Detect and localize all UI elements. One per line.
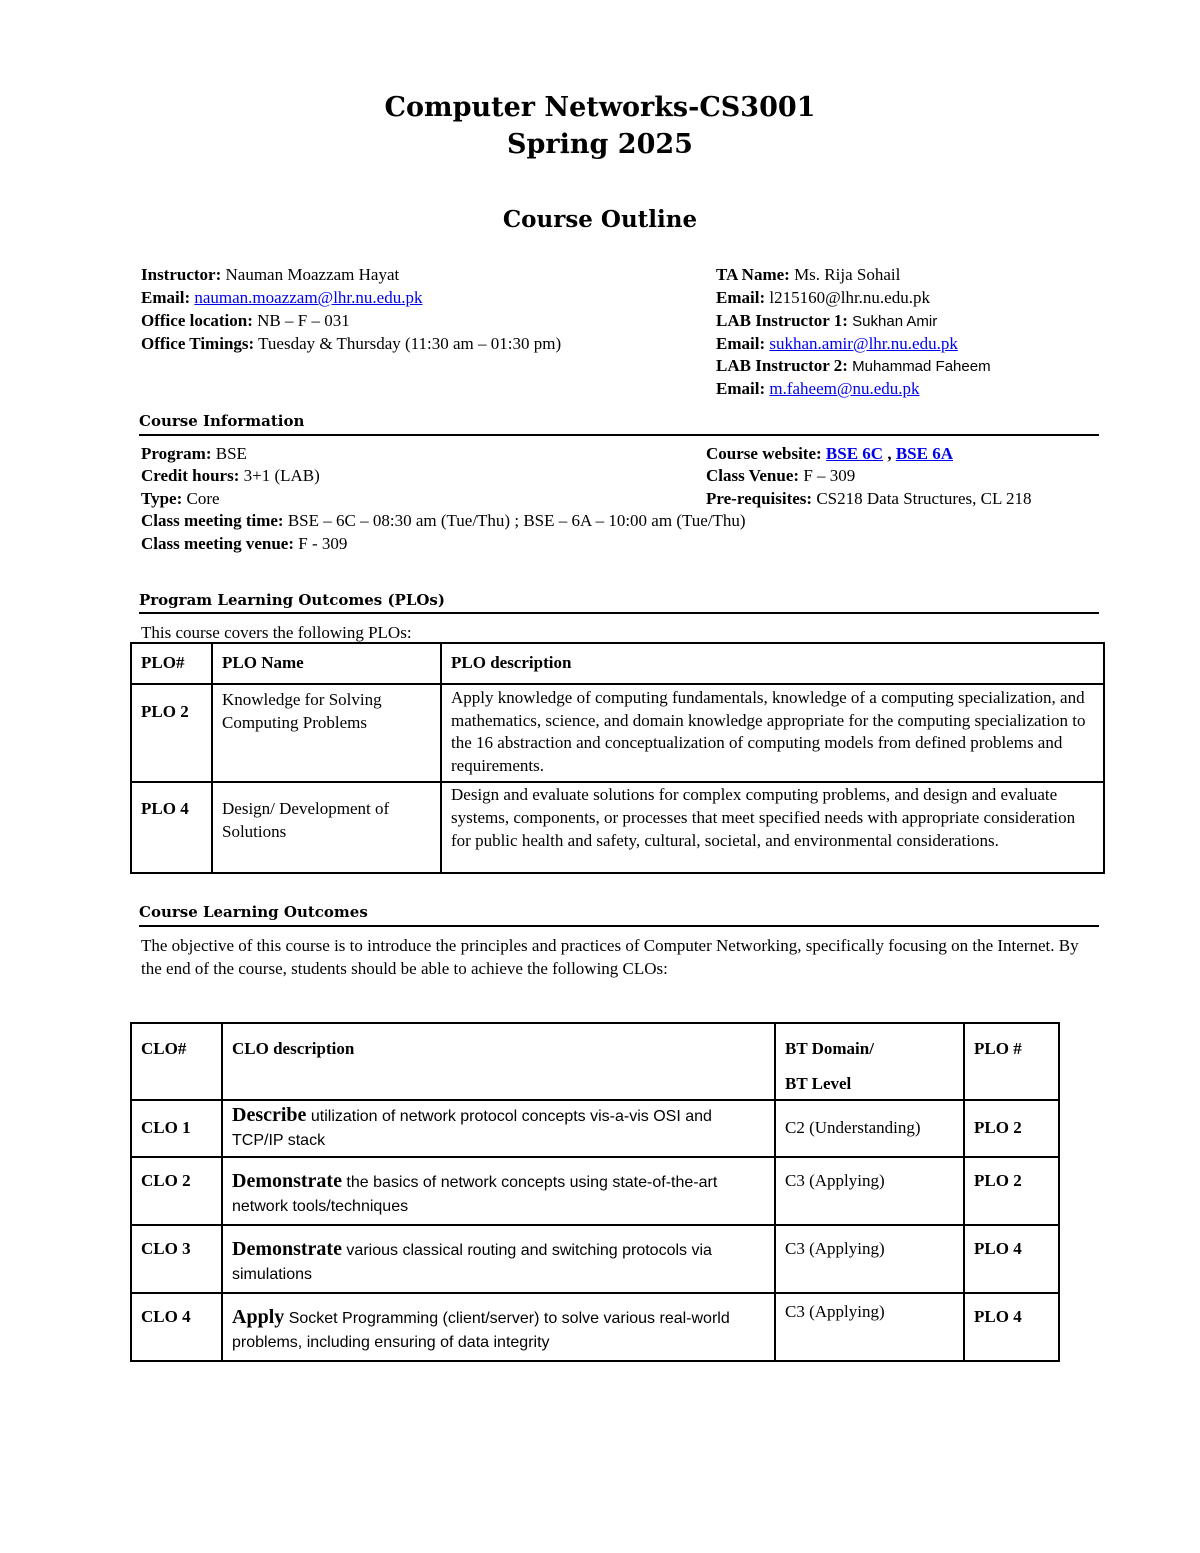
lab-instructor-2-label: LAB Instructor 2: [716, 356, 848, 375]
class-venue-line [706, 465, 855, 487]
table-row [131, 1225, 1059, 1293]
clo-bt-level: C2 (Understanding) [775, 1100, 964, 1157]
website-link-bse-6c[interactable]: BSE 6C [825, 444, 884, 463]
type-line [141, 488, 220, 510]
clo-bt-level: C3 (Applying) [775, 1293, 964, 1361]
credit-hours-line [141, 465, 320, 487]
section-divider [139, 612, 1099, 614]
instructor-email-line [141, 287, 422, 309]
table-row [131, 1293, 1059, 1361]
meeting-venue-line [141, 533, 347, 555]
bt-level-header: BT Level [785, 1074, 852, 1093]
lab-instructor-2-email-label: Email: [716, 379, 766, 398]
plo-name: Knowledge for Solving Computing Problems [212, 684, 441, 782]
instructor-email-link[interactable]: nauman.moazzam@lhr.nu.edu.pk [194, 288, 423, 307]
plo-id: PLO 4 [131, 782, 212, 873]
office-location-value: NB – F – 031 [257, 311, 350, 330]
clo-id: CLO 2 [131, 1157, 222, 1225]
instructor-line [141, 264, 399, 286]
program-line [141, 443, 247, 465]
plo-id: PLO 2 [131, 684, 212, 782]
clo-col-bt-header [775, 1023, 964, 1100]
table-row [131, 1100, 1059, 1157]
plo-intro: This course covers the following PLOs: [141, 623, 412, 642]
clo-verb: Demonstrate [232, 1238, 342, 1260]
course-title: Computer Networks-CS3001 [384, 92, 816, 123]
meeting-time-label: Class meeting time: [141, 511, 284, 530]
meeting-time-value: BSE – 6C – 08:30 am (Tue/Thu) ; BSE – 6A – 10:00 am (Tue/Thu) [287, 511, 746, 530]
table-row [131, 1157, 1059, 1225]
course-website-line [706, 443, 953, 465]
clo-plo: PLO 2 [964, 1157, 1059, 1225]
clo-id: CLO 1 [131, 1100, 222, 1157]
table-row [131, 782, 1104, 873]
ta-email-value: l215160@lhr.nu.edu.pk [769, 288, 930, 307]
clo-description [222, 1225, 775, 1293]
class-venue-value: F – 309 [803, 466, 856, 485]
lab-instructor-1-label: LAB Instructor 1: [716, 311, 848, 330]
clo-col-id-header: CLO# [131, 1023, 222, 1100]
lab-instructor-2-email-line [716, 378, 920, 400]
clo-id: CLO 3 [131, 1225, 222, 1293]
instructor-email-label: Email: [141, 288, 191, 307]
clo-plo: PLO 4 [964, 1293, 1059, 1361]
plo-description: Design and evaluate solutions for complex computing problems, and design and evaluate systems, components, or processes that meet specified needs with appropriate consideration for public health and safety, cultural, societal, and environmental considerations. [441, 782, 1104, 873]
lab-instructor-1-email-link[interactable]: sukhan.amir@lhr.nu.edu.pk [769, 334, 958, 353]
clo-plo: PLO 2 [964, 1100, 1059, 1157]
type-label: Type: [141, 489, 183, 508]
clo-text: various classical routing and switching protocols via simulations [232, 1242, 712, 1283]
ta-email-line [716, 287, 930, 309]
clo-text: Socket Programming (client/server) to solve various real-world problems, including ensuring of data integrity [232, 1310, 730, 1351]
class-venue-label: Class Venue: [706, 466, 800, 485]
plo-table [130, 642, 1105, 874]
clo-id: CLO 4 [131, 1293, 222, 1361]
instructor-name: Nauman Moazzam Hayat [225, 265, 400, 284]
table-row [131, 684, 1104, 782]
lab-instructor-2-line [716, 355, 991, 378]
lab-instructor-1-name: Sukhan Amir [852, 313, 938, 330]
clo-bt-level: C3 (Applying) [775, 1225, 964, 1293]
plo-name: Design/ Development of Solutions [212, 782, 441, 873]
credit-hours-label: Credit hours: [141, 466, 240, 485]
document-subtitle: Course Outline [502, 206, 698, 233]
office-location-line [141, 310, 350, 332]
instructor-label: Instructor: [141, 265, 222, 284]
section-divider [139, 925, 1099, 927]
plo-col-id-header: PLO# [131, 643, 212, 684]
program-label: Program: [141, 444, 212, 463]
office-location-label: Office location: [141, 311, 253, 330]
prerequisites-label: Pre-requisites: [706, 489, 813, 508]
section-divider [139, 434, 1099, 436]
plo-col-name-header: PLO Name [212, 643, 441, 684]
clo-text: the basics of network concepts using state-of-the-art network tools/techniques [232, 1174, 718, 1215]
course-information-heading: Course Information [139, 412, 305, 430]
lab-instructor-1-email-line [716, 333, 958, 355]
ta-name: Ms. Rija Sohail [794, 265, 901, 284]
meeting-venue-label: Class meeting venue: [141, 534, 294, 553]
credit-hours-value: 3+1 (LAB) [243, 466, 320, 485]
office-timings-line [141, 333, 561, 355]
website-link-bse-6a[interactable]: BSE 6A [895, 444, 954, 463]
clo-table-header [131, 1023, 1059, 1100]
program-value: BSE [215, 444, 247, 463]
clo-verb: Demonstrate [232, 1170, 342, 1192]
clo-description [222, 1293, 775, 1361]
plo-col-description-header: PLO description [441, 643, 1104, 684]
clo-bt-level: C3 (Applying) [775, 1157, 964, 1225]
clo-table [130, 1022, 1060, 1362]
clo-plo: PLO 4 [964, 1225, 1059, 1293]
type-value: Core [186, 489, 220, 508]
meeting-venue-value: F - 309 [298, 534, 348, 553]
lab-instructor-1-line [716, 310, 937, 333]
clo-col-plo-header: PLO # [964, 1023, 1059, 1100]
office-timings-value: Tuesday & Thursday (11:30 am – 01:30 pm) [258, 334, 562, 353]
bt-domain-header: BT Domain/ [785, 1039, 874, 1058]
website-link-separator: , [883, 444, 896, 463]
clo-text: utilization of network protocol concepts vis-a-vis OSI and TCP/IP stack [232, 1108, 712, 1149]
lab-instructor-2-name: Muhammad Faheem [852, 358, 991, 375]
clo-heading: Course Learning Outcomes [139, 903, 368, 921]
ta-email-label: Email: [716, 288, 766, 307]
clo-verb: Apply [232, 1306, 285, 1328]
lab-instructor-1-email-label: Email: [716, 334, 766, 353]
office-timings-label: Office Timings: [141, 334, 255, 353]
prerequisites-value: CS218 Data Structures, CL 218 [816, 489, 1032, 508]
meeting-time-line [141, 510, 746, 532]
plo-description: Apply knowledge of computing fundamentals, knowledge of a computing specialization, and mathematics, science, and domain knowledge appropriate for the computing specialization to the 16 abstraction and conceptualization of computing models from defined problems and requirements. [441, 684, 1104, 782]
clo-description [222, 1100, 775, 1157]
plo-heading: Program Learning Outcomes (PLOs) [139, 591, 445, 609]
plo-table-header [131, 643, 1104, 684]
prerequisites-line [706, 488, 1031, 510]
clo-description [222, 1157, 775, 1225]
course-website-label: Course website: [706, 444, 822, 463]
ta-label: TA Name: [716, 265, 790, 284]
semester-title: Spring 2025 [507, 129, 693, 160]
clo-col-description-header: CLO description [222, 1023, 775, 1100]
clo-intro: The objective of this course is to introduce the principles and practices of Computer Networking, specifically focusing on the Internet. By the end of the course, students should be able to achieve the following CLOs: [141, 936, 1079, 978]
ta-line [716, 264, 900, 286]
lab-instructor-2-email-link[interactable]: m.faheem@nu.edu.pk [769, 379, 920, 398]
clo-verb: Describe [232, 1104, 307, 1126]
